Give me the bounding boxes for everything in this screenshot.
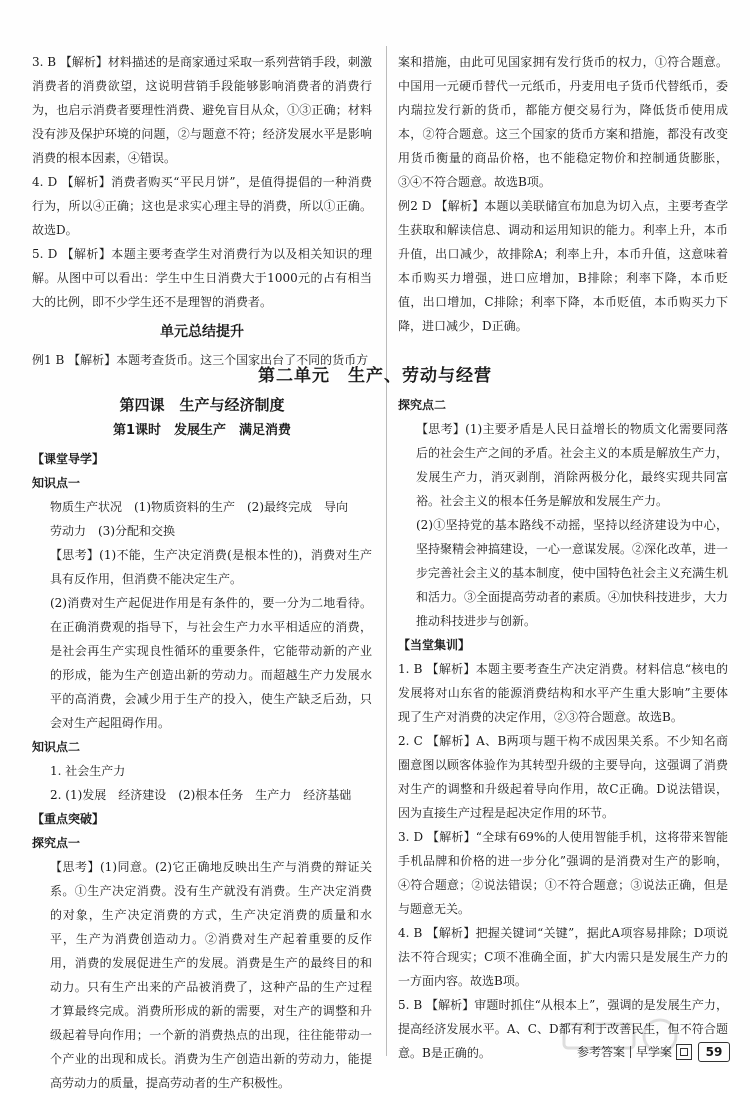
kp2-line: 2. (1)发展 经济建设 (2)根本任务 生产力 经济基础 <box>50 788 352 802</box>
knowledge-point-2-label: 知识点二 <box>32 740 81 754</box>
focus-label: 【重点突破】 <box>32 812 105 826</box>
explore-point-1-label: 探究点一 <box>32 836 81 850</box>
right-top-column <box>398 50 728 338</box>
kp1-line: 物质生产状况 (1)物质资料的生产 (2)最终完成 导向 <box>50 500 348 514</box>
explore-2-text-2: (2)①坚持党的基本路线不动摇，坚持以经济建设为中心，坚持聚精会神搞建设，一心一意谋发展。②深化改革，进一步完善社会主义的基本制度，使中国特色社会主义充满生机和活力。③全面提高劳动者的素质。④加快科技进步，大力推动科技进步与创新。 <box>416 518 729 628</box>
right-bottom-column <box>398 393 728 1065</box>
kp1-think: 【思考】(1)不能，生产决定消费(是根本性的)，消费对生产具有反作用，但消费不能决定生产。 <box>50 548 372 586</box>
brand-logo-icon <box>676 1044 692 1060</box>
training-item-3: 3. D 【解析】“全球有69%的人使用智能手机，这将带来智能手机品牌和价格的进一步分化”强调的是消费对生产的影响，④符合题意；②说法错误；①不符合题意；③说法正确，但是与题意无关。 <box>398 830 728 916</box>
explore-point-2-label: 探究点二 <box>398 398 447 412</box>
footer-separator <box>630 1046 631 1058</box>
page-number: 59 <box>698 1042 730 1062</box>
kp2-line: 1. 社会生产力 <box>50 764 126 778</box>
training-item-4: 4. B 【解析】把握关键词“关键”，据此A项容易排除；D项说法不符合现实；C项不准确全面，扩大内需只是发展生产力的一方面内容。故选B项。 <box>398 926 728 988</box>
classroom-guide-label: 【课堂导学】 <box>32 452 105 466</box>
left-bottom-column <box>32 393 372 1095</box>
period-title: 第1课时 发展生产 满足消费 <box>112 423 292 438</box>
page-footer <box>577 1042 730 1062</box>
training-item-5: 5. B 【解析】审题时抓住“从根本上”，强调的是发展生产力，提高经济发展水平。A、C、D都有利于改善民生，但不符合题意。B是正确的。 <box>398 998 728 1060</box>
class-training-label: 【当堂集训】 <box>398 638 471 652</box>
summary-title: 单元总结提升 <box>160 324 244 340</box>
example-2: 例2 D 【解析】本题以美联储宣布加息为切入点，主要考查学生获取和解读信息、调动和运用知识的能力。利率上升，本币升值，出口减少，故排除A；利率上升，本币升值，这意味着本币购买力增强，进口应增加，B排除；利率下降，本币贬值，出口增加，C排除；利率下降，本币贬值，本币购买力下降，进口减少，D正确。 <box>398 199 728 333</box>
answer-item-5: 5. D 【解析】本题主要考查学生对消费行为以及相关知识的理解。从图中可以看出：学生中生日消费大于1000元的占有相当大的比例，即不少学生还不是理智的消费者。 <box>32 247 372 309</box>
example-1-continued: 案和措施，由此可见国家拥有发行货币的权力，①符合题意。中国用一元硬币替代一元纸币，丹麦用电子货币代替纸币，委内瑞拉发行新的货币，都能方便交易行为，降低货币使用成本，②符合题意。这三个国家的货币方案和措施，都没有改变用货币衡量的商品价格，也不能稳定物价和控制通货膨胀，③④不符合题意。故选B项。 <box>398 55 728 189</box>
answer-item-3: 3. B 【解析】材料描述的是商家通过采取一系列营销手段，刺激消费者的消费欲望，这说明营销手段能够影响消费者的消费行为，也启示消费者要理性消费、避免盲目从众，①③正确；材料没有涉及保护环境的问题，②与题意不符；经济发展水平是影响消费的根本因素，④错误。 <box>32 55 372 165</box>
training-item-1: 1. B 【解析】本题主要考查生产决定消费。材料信息“核电的发展将对山东省的能源消费结构和水平产生重大影响”主要体现了生产对消费的决定作用，②③符合题意。故选B。 <box>398 662 728 724</box>
footer-brand: 早学案 <box>635 1045 672 1059</box>
knowledge-point-1-label: 知识点一 <box>32 476 81 490</box>
footer-label: 参考答案 <box>576 1045 625 1059</box>
left-top-column <box>32 50 372 372</box>
explore-2-text: 【思考】(1)主要矛盾是人民日益增长的物质文化需要同落后的社会生产之间的矛盾。社会主义的本质是解放生产力，发展生产力，消灭剥削，消除两极分化，最终实现共同富裕。社会主义的根本任务是解放和发展生产力。 <box>416 422 729 508</box>
kp1-think-2: (2)消费对生产起促进作用是有条件的，要一分为二地看待。在正确消费观的指导下，与社会生产力水平相适应的消费，是社会再生产实现良性循环的重要条件，它能带动新的产业的形成，能为生产创造出新的劳动力。而超越生产力发展水平的高消费，会减少用于生产的投入，使生产缺乏后劲，只会对生产起阻碍作用。 <box>50 596 372 730</box>
column-divider <box>386 46 387 1056</box>
training-item-2: 2. C 【解析】A、B两项与题干构不成因果关系。不少知名商圈意图以顾客体验作为其转型升级的主要导向，这强调了消费对生产的调整和升级起着导向作用，故C正确。D说法错误，因为直接生产过程是起决定作用的环节。 <box>398 734 728 820</box>
example-1: 例1 B 【解析】本题考查货币。这三个国家出台了不同的货币方 <box>32 353 369 367</box>
explore-1-text: 【思考】(1)同意。(2)它正确地反映出生产与消费的辩证关系。①生产决定消费。没有生产就没有消费。生产决定消费的对象，生产决定消费的方式，生产决定消费的质量和水平，生产为消费创造动力。②消费对生产起着重要的反作用，消费的发展促进生产的发展。消费是生产的最终目的和动力。只有生产出来的产品被消费了，这种产品的生产过程才算最终完成。消费所形成的新的需要，对生产的调整和升级起着导向作用；一个新的消费热点的出现，往往能带动一个产业的出现和成长。消费为生产创造出新的劳动力，能提高劳动力的质量，提高劳动者的生产积极性。 <box>50 860 372 1090</box>
unit-title: 第二单元 生产、劳动与经营 <box>258 366 492 386</box>
answer-item-4: 4. D 【解析】消费者购买“平民月饼”，是值得提倡的一种消费行为，所以④正确；这也是求实心理主导的消费，所以①正确。故选D。 <box>32 175 372 237</box>
lesson-title: 第四课 生产与经济制度 <box>119 396 285 414</box>
kp1-line: 劳动力 (3)分配和交换 <box>50 524 175 538</box>
